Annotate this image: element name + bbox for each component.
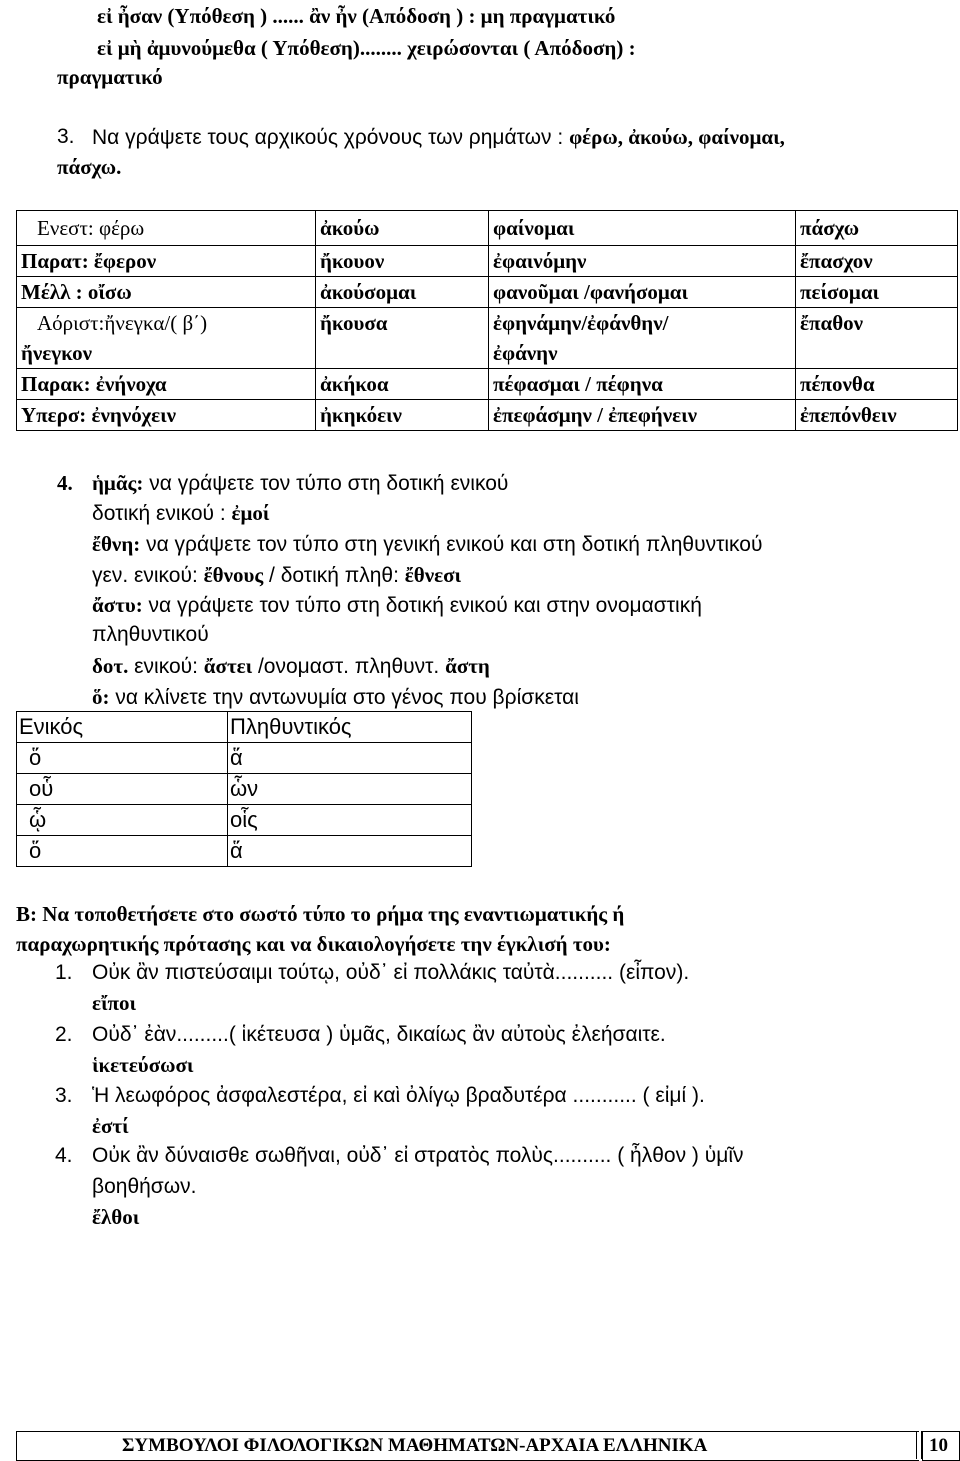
table-cell: ἀκούω bbox=[316, 211, 489, 246]
q4-word-ho: ὅ: bbox=[92, 685, 110, 709]
q4-answer-label-3b: ενικού: bbox=[128, 655, 204, 678]
table-cell: Παρακ: ἐνήνοχα bbox=[17, 369, 316, 400]
q4-answer-label-3a: δοτ. bbox=[92, 654, 129, 678]
partB-item-4-text: Οὐκ ἂν δύναισθε σωθῆναι, οὐδ᾽ εἰ στρατὸς πολὺς.......... ( ἦλθον ) ὑμῖν bbox=[92, 1144, 744, 1167]
q4-instruction-2: να γράψετε τον τύπο στη γενική ενικού και στη δοτική πληθυντικού bbox=[140, 533, 763, 556]
q4-instruction-3: να γράψετε τον τύπο στη δοτική ενικού και στην ονομαστική bbox=[142, 594, 702, 617]
partB-item-4-answer: ἔλθοι bbox=[92, 1205, 140, 1229]
table-row bbox=[17, 369, 958, 400]
table-cell: Παρατ: ἔφερον bbox=[17, 246, 316, 277]
cell-line: Αόριστ:ἤνεγκα/( β΄) bbox=[37, 311, 208, 335]
q3-text: Να γράψετε τους αρχικούς χρόνους των ρημάτων : bbox=[92, 126, 570, 149]
table-row bbox=[17, 308, 958, 369]
partB-title-2: παραχωρητικής πρότασης και να δικαιολογήσετε την έγκλισή του: bbox=[16, 932, 611, 956]
q3-number: 3. bbox=[57, 125, 75, 148]
table-header-cell: Πληθυντικός bbox=[228, 712, 472, 743]
table-row bbox=[17, 246, 958, 277]
q3-verbs-cont: πάσχω. bbox=[57, 155, 122, 179]
q4-line-4 bbox=[92, 560, 461, 591]
top-line-1: εἰ ἦσαν (Υπόθεση ) ...... ἂν ἦν (Απόδοση ) : μη πραγματικό bbox=[97, 4, 616, 28]
cell-line: ἐφηνάμην/ἐφάνθην/ bbox=[493, 311, 669, 335]
top-line-3: πραγματικό bbox=[57, 65, 163, 89]
q4-line-5 bbox=[92, 590, 702, 621]
table-cell bbox=[17, 308, 316, 369]
q4-line-7 bbox=[92, 651, 490, 682]
partB-item-3-text: Ἡ λεωφόρος ἀσφαλεστέρα, εἰ καὶ ὀλίγῳ βραδυτέρα ........... ( εἰμί ). bbox=[92, 1084, 705, 1107]
q3-line bbox=[92, 122, 785, 153]
table-cell: πέφασμαι / πέφηνα bbox=[489, 369, 796, 400]
q4-word-asty: ἄστυ: bbox=[92, 593, 143, 617]
partB-item-4-text-cont: βοηθήσων. bbox=[92, 1175, 197, 1198]
table-cell: ὅ bbox=[17, 743, 228, 774]
table-cell: φανοῦμαι /φανήσομαι bbox=[489, 277, 796, 308]
table-row bbox=[17, 400, 958, 431]
top-line-2: εἰ μὴ ἀμυνούμεθα ( Υπόθεση)........ χειρώσονται ( Απόδοση) : bbox=[97, 36, 636, 60]
table-cell: ἅ bbox=[228, 743, 472, 774]
partB-item-3-number: 3. bbox=[55, 1084, 73, 1107]
table-cell: φαίνομαι bbox=[489, 211, 796, 246]
table-cell: ᾧ bbox=[17, 805, 228, 836]
table-cell: ἔπασχον bbox=[796, 246, 958, 277]
table-cell: οὗ bbox=[17, 774, 228, 805]
table-cell: ὅ bbox=[17, 836, 228, 867]
table-cell: Ενεστ: φέρω bbox=[17, 211, 316, 246]
table-row bbox=[17, 277, 958, 308]
q4-answer-label-1: δοτική ενικού : bbox=[92, 502, 232, 525]
table-cell: οἷς bbox=[228, 805, 472, 836]
footer-title: ΣΥΜΒΟΥΛΟΙ ΦΙΛΟΛΟΓΙΚΩΝ ΜΑΘΗΜΑΤΩΝ-ΑΡΧΑΙΑ ΕΛΛΗΝΙΚΑ bbox=[122, 1435, 708, 1456]
table-cell: Μέλλ : οἴσω bbox=[17, 277, 316, 308]
q3-verbs: φέρω, ἀκούω, φαίνομαι, bbox=[569, 125, 785, 149]
table-row bbox=[17, 743, 472, 774]
table-cell: πείσομαι bbox=[796, 277, 958, 308]
table-cell: ἀκήκοα bbox=[316, 369, 489, 400]
page-number: 10 bbox=[929, 1435, 948, 1456]
q4-answer-label-3c: /ονομαστ. πληθυντ. bbox=[252, 655, 446, 678]
table-cell: ἐφαινόμην bbox=[489, 246, 796, 277]
partB-item-1-text: Οὐκ ἂν πιστεύσαιμι τούτῳ, οὐδ᾽ εἰ πολλάκις ταὐτὰ.......... (εἶπον). bbox=[92, 961, 690, 984]
table-row bbox=[17, 211, 958, 246]
pronoun-table bbox=[16, 711, 472, 867]
q4-line-6: πληθυντικού bbox=[92, 623, 209, 646]
principal-parts-table bbox=[16, 210, 958, 431]
partB-item-1-number: 1. bbox=[55, 961, 73, 984]
table-cell: πέπονθα bbox=[796, 369, 958, 400]
table-header-cell: Ενικός bbox=[17, 712, 228, 743]
table-cell: ἐπεφάσμην / ἐπεφήνειν bbox=[489, 400, 796, 431]
table-cell: ἤκουσα bbox=[316, 308, 489, 369]
partB-item-2-number: 2. bbox=[55, 1023, 73, 1046]
partB-title-1: Β: Να τοποθετήσετε στο σωστό τύπο το ρήμα της εναντιωματικής ή bbox=[16, 902, 625, 926]
table-cell: ἠκηκόειν bbox=[316, 400, 489, 431]
q4-answer-3a: ἄστει bbox=[203, 654, 253, 678]
q4-word-ethne: ἔθνη: bbox=[92, 532, 141, 556]
q4-instruction-1: να γράψετε τον τύπο στη δοτική ενικού bbox=[143, 472, 509, 495]
q4-line-1 bbox=[92, 468, 508, 499]
q4-number: 4. bbox=[57, 471, 73, 495]
table-cell: ἐπεπόνθειν bbox=[796, 400, 958, 431]
table-cell: ἔπαθον bbox=[796, 308, 958, 369]
table-cell: πάσχω bbox=[796, 211, 958, 246]
q4-answer-2a: ἔθνους bbox=[203, 563, 264, 587]
table-row bbox=[17, 774, 472, 805]
partB-item-2-answer: ἱκετεύσωσι bbox=[92, 1053, 194, 1077]
table-cell: ἤκουον bbox=[316, 246, 489, 277]
cell-line: ἐφάνην bbox=[493, 341, 558, 365]
q4-answer-label-2a: γεν. ενικού: bbox=[92, 564, 204, 587]
q4-answer-3b: ἄστη bbox=[445, 654, 490, 678]
cell-line: ἤνεγκον bbox=[21, 341, 93, 365]
q4-instruction-4: να κλίνετε την αντωνυμία στο γένος που βρίσκεται bbox=[109, 686, 579, 709]
q4-line-2 bbox=[92, 498, 269, 529]
q4-line-3 bbox=[92, 529, 762, 560]
table-row bbox=[17, 805, 472, 836]
partB-item-2-text: Οὐδ᾽ ἐὰν.........( ἱκέτευσα ) ὑμᾶς, δικαίως ἂν αὐτοὺς ἐλεήσαιτε. bbox=[92, 1023, 666, 1046]
table-cell: Υπερσ: ἐνηνόχειν bbox=[17, 400, 316, 431]
partB-item-1-answer: εἴποι bbox=[92, 991, 136, 1015]
partB-item-3-answer: ἐστί bbox=[92, 1114, 129, 1138]
table-cell bbox=[489, 308, 796, 369]
q4-answer-label-2b: / δοτική πληθ: bbox=[263, 564, 405, 587]
table-row bbox=[17, 712, 472, 743]
q4-answer-1: ἐμοί bbox=[231, 501, 270, 525]
table-cell: ἅ bbox=[228, 836, 472, 867]
table-cell: ὧν bbox=[228, 774, 472, 805]
q4-answer-2b: ἔθνεσι bbox=[404, 563, 462, 587]
q4-word-hemas: ἡμᾶς: bbox=[92, 471, 144, 495]
table-row bbox=[17, 836, 472, 867]
partB-item-4-number: 4. bbox=[55, 1144, 73, 1167]
q4-line-8 bbox=[92, 682, 579, 713]
table-cell: ἀκούσομαι bbox=[316, 277, 489, 308]
